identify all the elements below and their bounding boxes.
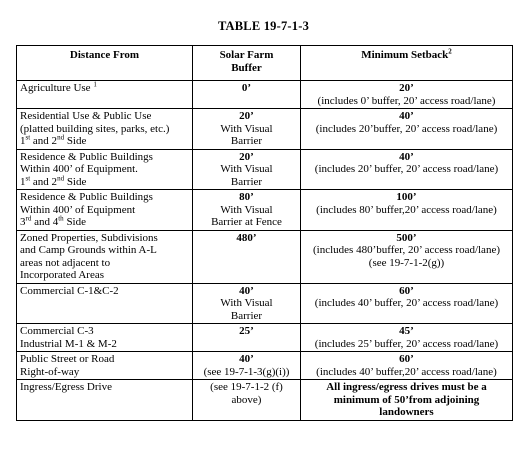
cell-minimum-setback [301,149,513,190]
setback-note: All ingress/egress drives must be a [326,381,487,393]
distance-from-line: and Camp Grounds within A-L [20,244,157,256]
table-row [17,283,513,324]
buffer-line: With Visual [220,122,273,135]
distance-from-line: Public Street or Road [20,353,115,365]
buffer-line: 40’ [239,353,254,365]
setback-value: 40’ [399,110,414,122]
buffer-line: 480’ [236,231,257,244]
distance-from-line: Within 400’ of Equipment. [20,163,138,175]
buffer-line: (see 19-7-1-2 (f) [210,381,283,393]
table-row [17,230,513,283]
cell-solar-farm-buffer [193,324,301,352]
cell-minimum-setback [301,81,513,109]
setback-description: (includes 40’ buffer,20’ access road/lane) [316,365,497,378]
buffer-line: (see 19-7-1-3(g)(i)) [203,365,290,378]
buffer-line: With Visual [220,297,273,309]
distance-from-line: Commercial C-3 [20,325,94,337]
setback-description: (includes 40’ buffer, 20’ access road/lane) [314,297,499,309]
setback-value: 60’ [399,284,414,297]
buffer-line: 20’ [239,150,254,163]
table-row [17,352,513,380]
setback-description: (includes 25’ buffer, 20’ access road/lane) [314,337,499,350]
cell-solar-farm-buffer [193,149,301,190]
buffer-line: above) [231,393,262,406]
cell-solar-farm-buffer [193,190,301,231]
cell-minimum-setback [301,190,513,231]
distance-from-line: Industrial M-1 & M-2 [20,337,117,350]
distance-from-line: Zoned Properties, Subdivisions [20,231,158,244]
cell-distance-from [17,109,193,150]
cell-minimum-setback [301,380,513,421]
cell-minimum-setback [301,324,513,352]
cell-distance-from [17,190,193,231]
setback-note: landowners [379,406,434,418]
setback-table [16,45,513,421]
table-row [17,190,513,231]
setback-description: (includes 0’ buffer, 20’ access road/lane) [317,94,496,107]
cell-solar-farm-buffer [193,352,301,380]
distance-from-line: 3rd and 4th Side [20,214,86,228]
table-row [17,109,513,150]
cell-minimum-setback [301,109,513,150]
cell-solar-farm-buffer [193,380,301,421]
buffer-line: Barrier [230,135,263,147]
buffer-line: Barrier at Fence [211,216,282,228]
header-minimum-setback [301,46,513,81]
cell-distance-from [17,283,193,324]
table-row [17,81,513,109]
setback-value: 40’ [399,150,414,163]
setback-value: 20’ [399,82,414,94]
ordinal-suffix: st [25,173,31,182]
setback-note: minimum of 50’from adjoining [333,393,480,406]
buffer-line: Barrier [230,309,263,322]
header-buffer-line2: Buffer [231,61,262,74]
distance-from-line: Agriculture Use $^1$ [20,80,97,94]
ordinal-suffix: nd [57,133,65,142]
setback-value: 45’ [399,325,414,337]
distance-from-line: Residential Use & Public Use [20,110,152,122]
buffer-line: 80’ [239,191,254,203]
distance-from-line: 1st and 2nd Side [20,133,87,147]
distance-from-line: 1st and 2nd Side [20,173,87,188]
table-header-row [17,46,513,81]
buffer-line: 0’ [241,82,252,94]
distance-from-line: Commercial C-1&C-2 [20,284,119,297]
distance-from-line: Residence & Public Buildings [20,150,153,163]
table-row [17,380,513,421]
distance-from-line: Residence & Public Buildings [20,191,153,203]
buffer-line: 20’ [239,110,254,122]
table-title: TABLE 19-7-1-3 [217,19,310,33]
buffer-line: 40’ [239,284,254,297]
header-min-setback-label: Minimum Setback [361,49,449,61]
setback-description: (includes 20’ buffer, 20’ access road/lane) [314,163,499,175]
table-row [17,149,513,190]
table-row [17,324,513,352]
distance-from-footnote: 1 [93,80,97,89]
buffer-line: With Visual [220,203,273,216]
setback-description: (includes 20’buffer, 20’ access road/lane) [315,122,498,135]
distance-from-line: (platted building sites, parks, etc.) [20,122,170,135]
ordinal-suffix: st [25,133,31,142]
cell-distance-from [17,81,193,109]
cell-minimum-setback [301,283,513,324]
header-min-setback-footnote: 2 [448,47,452,56]
buffer-line: Barrier [230,175,263,188]
distance-from-line: Incorporated Areas [20,269,104,281]
buffer-line: With Visual [220,163,273,175]
setback-description: (see 19-7-1-2(g)) [368,256,445,269]
header-solar-farm-buffer [193,46,301,81]
setback-value: 100’ [396,191,417,203]
header-distance-from-label: Distance From [69,49,140,61]
cell-minimum-setback [301,352,513,380]
distance-from-line: Ingress/Egress Drive [20,381,112,393]
setback-value: 500’ [396,231,417,244]
buffer-line: 25’ [239,325,254,337]
header-buffer-line1: Solar Farm [219,49,274,61]
cell-distance-from [17,324,193,352]
cell-solar-farm-buffer [193,230,301,283]
setback-value: 60’ [399,353,414,365]
setback-description: (includes 480’buffer, 20’ access road/lane) [313,244,500,256]
cell-solar-farm-buffer [193,109,301,150]
distance-from-line: areas not adjacent to [20,256,111,269]
cell-distance-from [17,230,193,283]
ordinal-suffix: nd [57,173,65,182]
cell-solar-farm-buffer [193,283,301,324]
cell-minimum-setback [301,230,513,283]
ordinal-suffix: rd [25,214,32,223]
cell-distance-from [17,149,193,190]
distance-from-line: Within 400’ of Equipment [20,203,136,216]
ordinal-suffix: th [58,214,64,223]
header-distance-from [17,46,193,81]
setback-description: (includes 80’ buffer,20’ access road/lane) [316,203,497,216]
distance-from-line: Right-of-way [20,365,80,378]
cell-distance-from [17,380,193,421]
cell-distance-from [17,352,193,380]
cell-solar-farm-buffer [193,81,301,109]
